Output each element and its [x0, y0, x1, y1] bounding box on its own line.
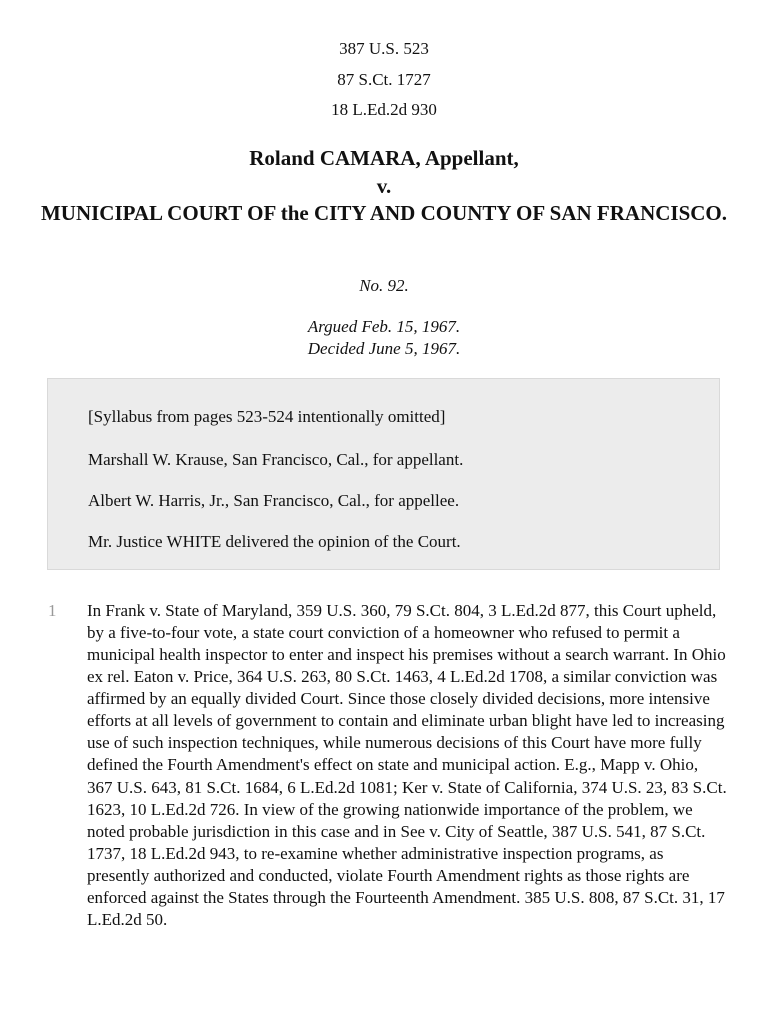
supreme-court-reporter-citation: 87 S.Ct. 1727 — [337, 69, 431, 89]
appellee-name: MUNICIPAL COURT OF the CITY AND COUNTY OF SAN FRANCISCO. — [40, 201, 728, 225]
paragraph-number: 1 — [48, 601, 57, 620]
appellant-counsel: Marshall W. Krause, San Francisco, Cal., for appellant. — [88, 450, 464, 469]
opinion-paragraph: In Frank v. State of Maryland, 359 U.S. 360, 79 S.Ct. 804, 3 L.Ed.2d 877, this Court upheld, by a five-to-four vote, a state court conviction of a homeowner who refused to permit a municipal health inspector to enter and inspect his premises without a search warrant. In Ohio ex rel. Eaton v. Price, 364 U.S. 263, 80 S.Ct. 1463, 4 L.Ed.2d 1708, a similar conviction was affirmed by an equally divided Court. Since those closely divided decisions, more intensive efforts at all levels of government to contain and eliminate urban blight have led to increasing use of such inspection techniques, while numerous decisions of this Court have more fully defined the Fourth Amendment's effect on state and municipal action. E.g., Mapp v. Ohio, 367 U.S. 643, 81 S.Ct. 1684, 6 L.Ed.2d 1081; Ker v. State of California, 374 U.S. 23, 83 S.Ct. 1623, 10 L.Ed.2d 726. In view of the growing nationwide importance of the problem, we noted probable jurisdiction in this case and in See v. City of Seattle, 387 U.S. 541, 87 S.Ct. 1737, 18 L.Ed.2d 943, to re-examine whether administrative inspection programs, as presently authorized and conducted, violate Fourth Amendment rights as those rights are enforced against the States through the Fourteenth Amendment. 385 U.S. 808, 87 S.Ct. 31, 17 L.Ed.2d 50. — [87, 601, 727, 929]
syllabus-omitted-note: [Syllabus from pages 523-524 intentionally omitted] — [88, 407, 446, 426]
citation-block — [0, 34, 768, 126]
us-reports-citation: 387 U.S. 523 — [339, 39, 429, 58]
argued-date: Argued Feb. 15, 1967. — [307, 317, 461, 336]
appellant-name: Roland CAMARA, Appellant, — [249, 146, 519, 170]
versus-label: v. — [376, 173, 392, 198]
lawyers-edition-citation: 18 L.Ed.2d 930 — [331, 100, 437, 119]
opinion-author: Mr. Justice WHITE delivered the opinion of the Court. — [88, 532, 461, 551]
docket-number: No. 92. — [359, 276, 409, 295]
case-title — [30, 145, 738, 228]
appellee-counsel: Albert W. Harris, Jr., San Francisco, Cal., for appellee. — [88, 491, 460, 510]
decided-date: Decided June 5, 1967. — [307, 339, 461, 358]
case-dates — [0, 316, 768, 360]
syllabus-box — [47, 378, 720, 570]
